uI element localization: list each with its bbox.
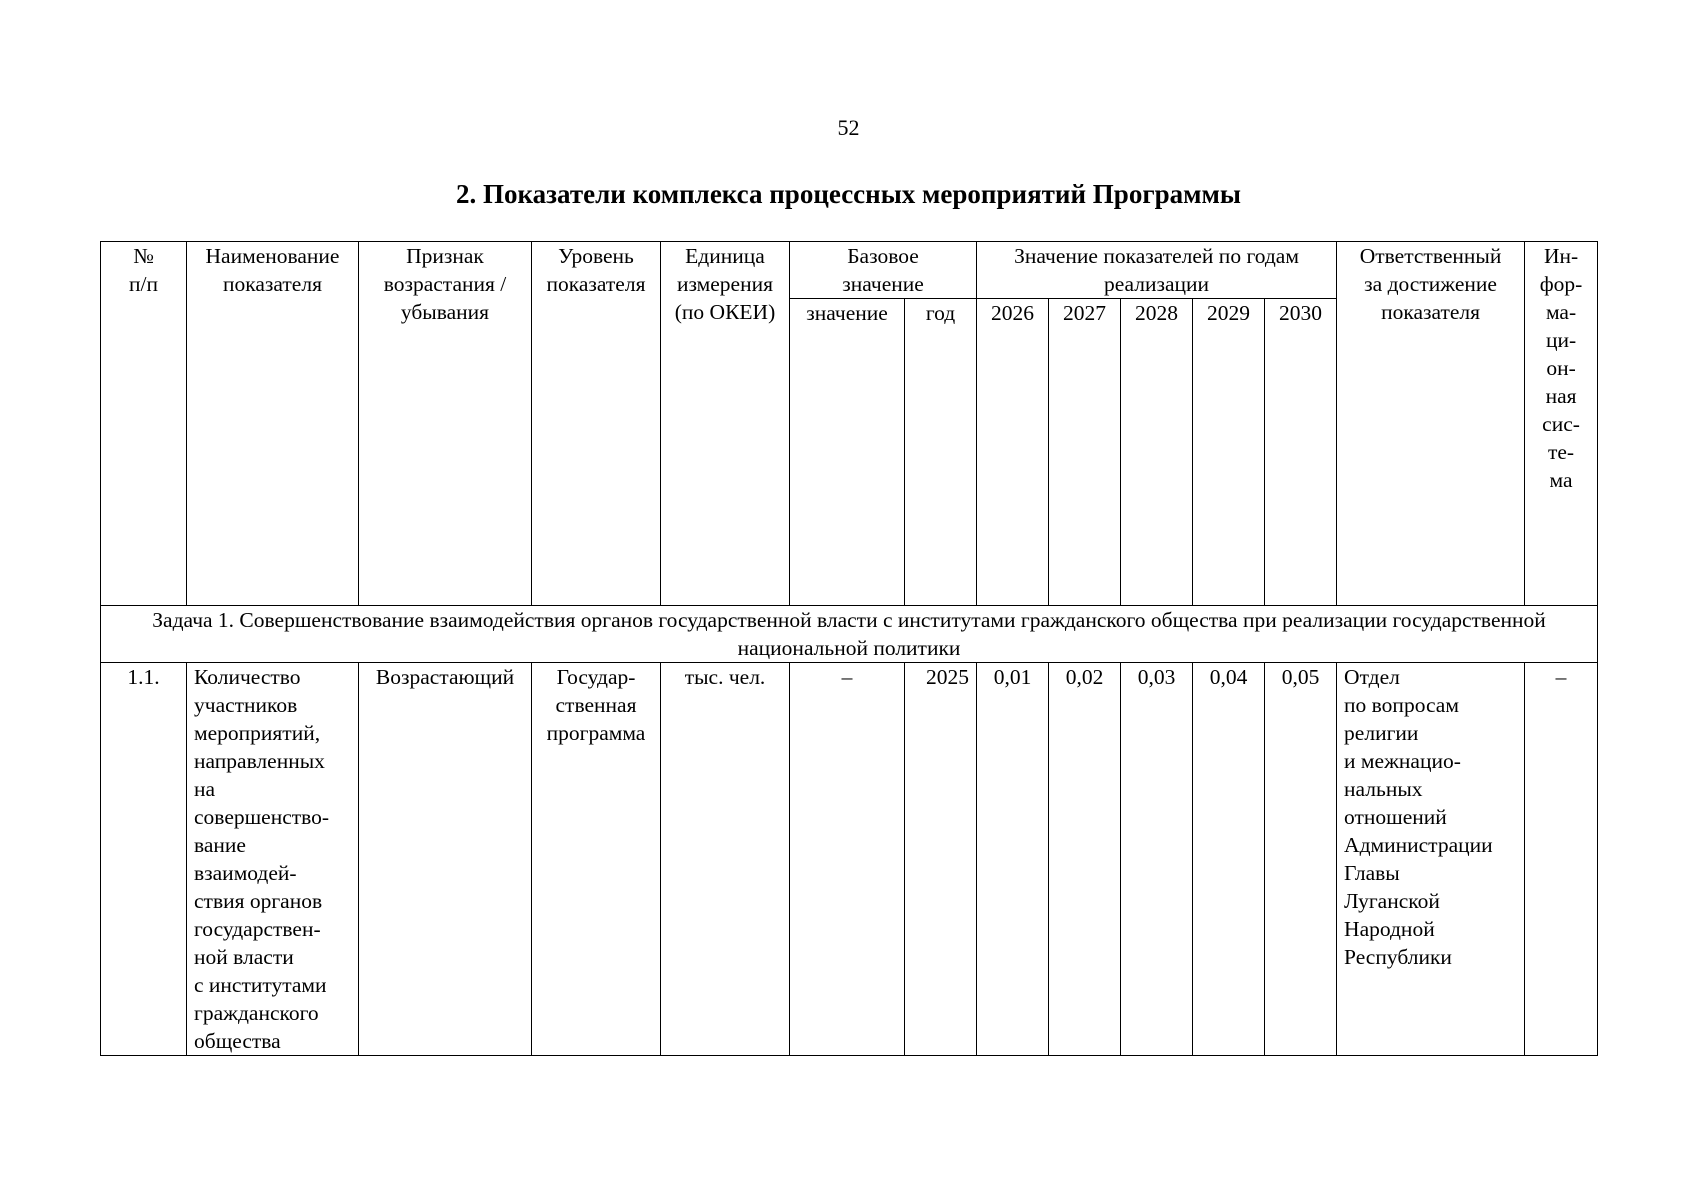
row-value-2026: 0,01 xyxy=(977,663,1049,1056)
row-name: Количество участников мероприятий, направленных на совершенство- вание взаимодей- ствия органов государствен- ной власти с институтами гражданского общества xyxy=(187,663,359,1056)
header-row-1 xyxy=(101,242,1598,299)
row-trend: Возрастающий xyxy=(359,663,532,1056)
row-unit: тыс. чел. xyxy=(661,663,790,1056)
header-base-value: значение xyxy=(790,299,905,606)
row-num: 1.1. xyxy=(101,663,187,1056)
row-value-2028: 0,03 xyxy=(1121,663,1193,1056)
header-info-system: Ин- фор- ма- ци- он- ная сис- те- ма xyxy=(1525,242,1598,606)
header-base-year: год xyxy=(905,299,977,606)
row-base-year: 2025 xyxy=(905,663,977,1056)
row-value-2030: 0,05 xyxy=(1265,663,1337,1056)
header-year-2030: 2030 xyxy=(1265,299,1337,606)
row-level: Государ- ственная программа xyxy=(532,663,661,1056)
section-title: 2. Показатели комплекса процессных мероприятий Программы xyxy=(456,179,1241,209)
header-trend: Признак возрастания / убывания xyxy=(359,242,532,606)
row-info-system: – xyxy=(1525,663,1598,1056)
header-year-2027: 2027 xyxy=(1049,299,1121,606)
row-responsible: Отдел по вопросам религии и межнацио- нальных отношений Администрации Главы Луганской Народной Республики xyxy=(1337,663,1525,1056)
header-year-2029: 2029 xyxy=(1193,299,1265,606)
header-years-group: Значение показателей по годам реализации xyxy=(977,242,1337,299)
row-base-value: – xyxy=(790,663,905,1056)
header-year-2028: 2028 xyxy=(1121,299,1193,606)
task-title: Задача 1. Совершенствование взаимодействия органов государственной власти с институтами гражданского общества при реализации государственной национальной политики xyxy=(101,606,1598,663)
row-value-2027: 0,02 xyxy=(1049,663,1121,1056)
header-year-2026: 2026 xyxy=(977,299,1049,606)
indicators-table xyxy=(100,241,1598,1056)
page-number: 52 xyxy=(837,115,860,140)
header-name: Наименование показателя xyxy=(187,242,359,606)
header-responsible: Ответственный за достижение показателя xyxy=(1337,242,1525,606)
task-row xyxy=(101,606,1598,663)
header-level: Уровень показателя xyxy=(532,242,661,606)
table-row xyxy=(101,663,1598,1056)
row-value-2029: 0,04 xyxy=(1193,663,1265,1056)
header-unit: Единица измерения (по ОКЕИ) xyxy=(661,242,790,606)
header-base: Базовое значение xyxy=(790,242,977,299)
header-num: № п/п xyxy=(101,242,187,606)
